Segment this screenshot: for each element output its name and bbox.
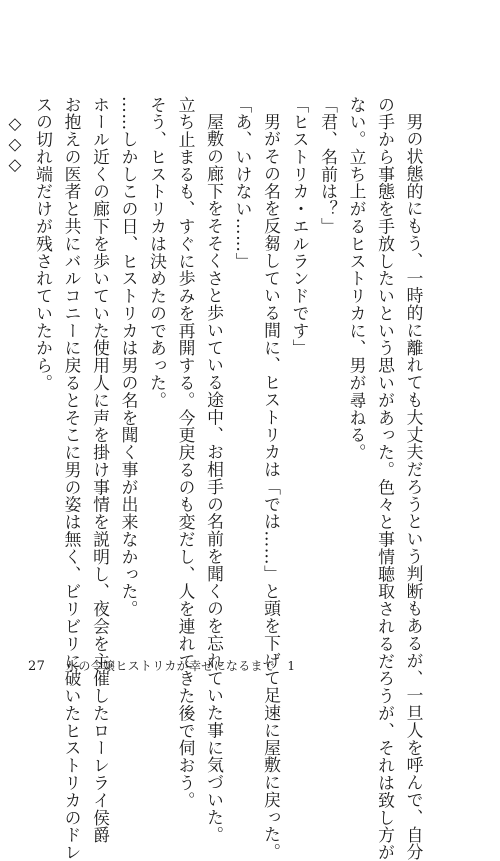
text-line-11: ……しかしこの日、ヒストリカは男の名を聞く事が出来なかった。 [119, 96, 139, 618]
text-line-5: 「ヒストリカ・エルランドです」 [290, 96, 310, 357]
page-footer [28, 657, 295, 674]
text-line-1: 男の状態的にもう、一時的に離れても大丈夫だろうという判断もあるが、一旦人を呼んで、自分 [404, 112, 424, 861]
text-line-2: の手から事態を手放したいという思いがあった。色々と事情聴取されるだろうが、それは致し方が [375, 96, 396, 861]
book-title: 氷の令嬢ヒストリカが幸せになるまで 1 [66, 659, 296, 673]
text-line-13: お抱えの医者と共にバルコニーに戻るとそこに男の姿は無く、ビリビリに破いたヒストリカのドレ [62, 96, 82, 861]
text-line-12: ホール近くの廊下を歩いていた使用人に声を掛け事情を説明し、夜会を主催したローレライ侯爵 [90, 96, 111, 844]
text-line-3: ない。立ち上がるヒストリカに、男が尋ねる。 [347, 96, 367, 462]
text-line-7: 「あ、いけない……」 [233, 96, 253, 270]
text-line-9: 立ち止まるも、すぐに歩みを再開する。今更戻るのも変だし、人を連れてきた後で伺おう。 [176, 96, 196, 809]
text-line-8: 屋敷の廊下をそそくさと歩いている途中、お相手の名前を聞くのを忘れていた事に気づいた。 [204, 112, 225, 844]
page-number: 27 [28, 659, 46, 674]
text-line-4: 「君、名前は？」 [318, 96, 339, 236]
text-line-6: 男がその名を反芻している間に、ヒストリカは「では……」と頭を下げて足速に屋敷に戻った。 [261, 112, 282, 861]
section-break-marks: ◇◇◇ [5, 112, 25, 175]
text-line-14: スの切れ端だけが残されていたから。 [33, 96, 54, 392]
text-line-10: そう、ヒストリカは決めたのであった。 [147, 96, 168, 410]
